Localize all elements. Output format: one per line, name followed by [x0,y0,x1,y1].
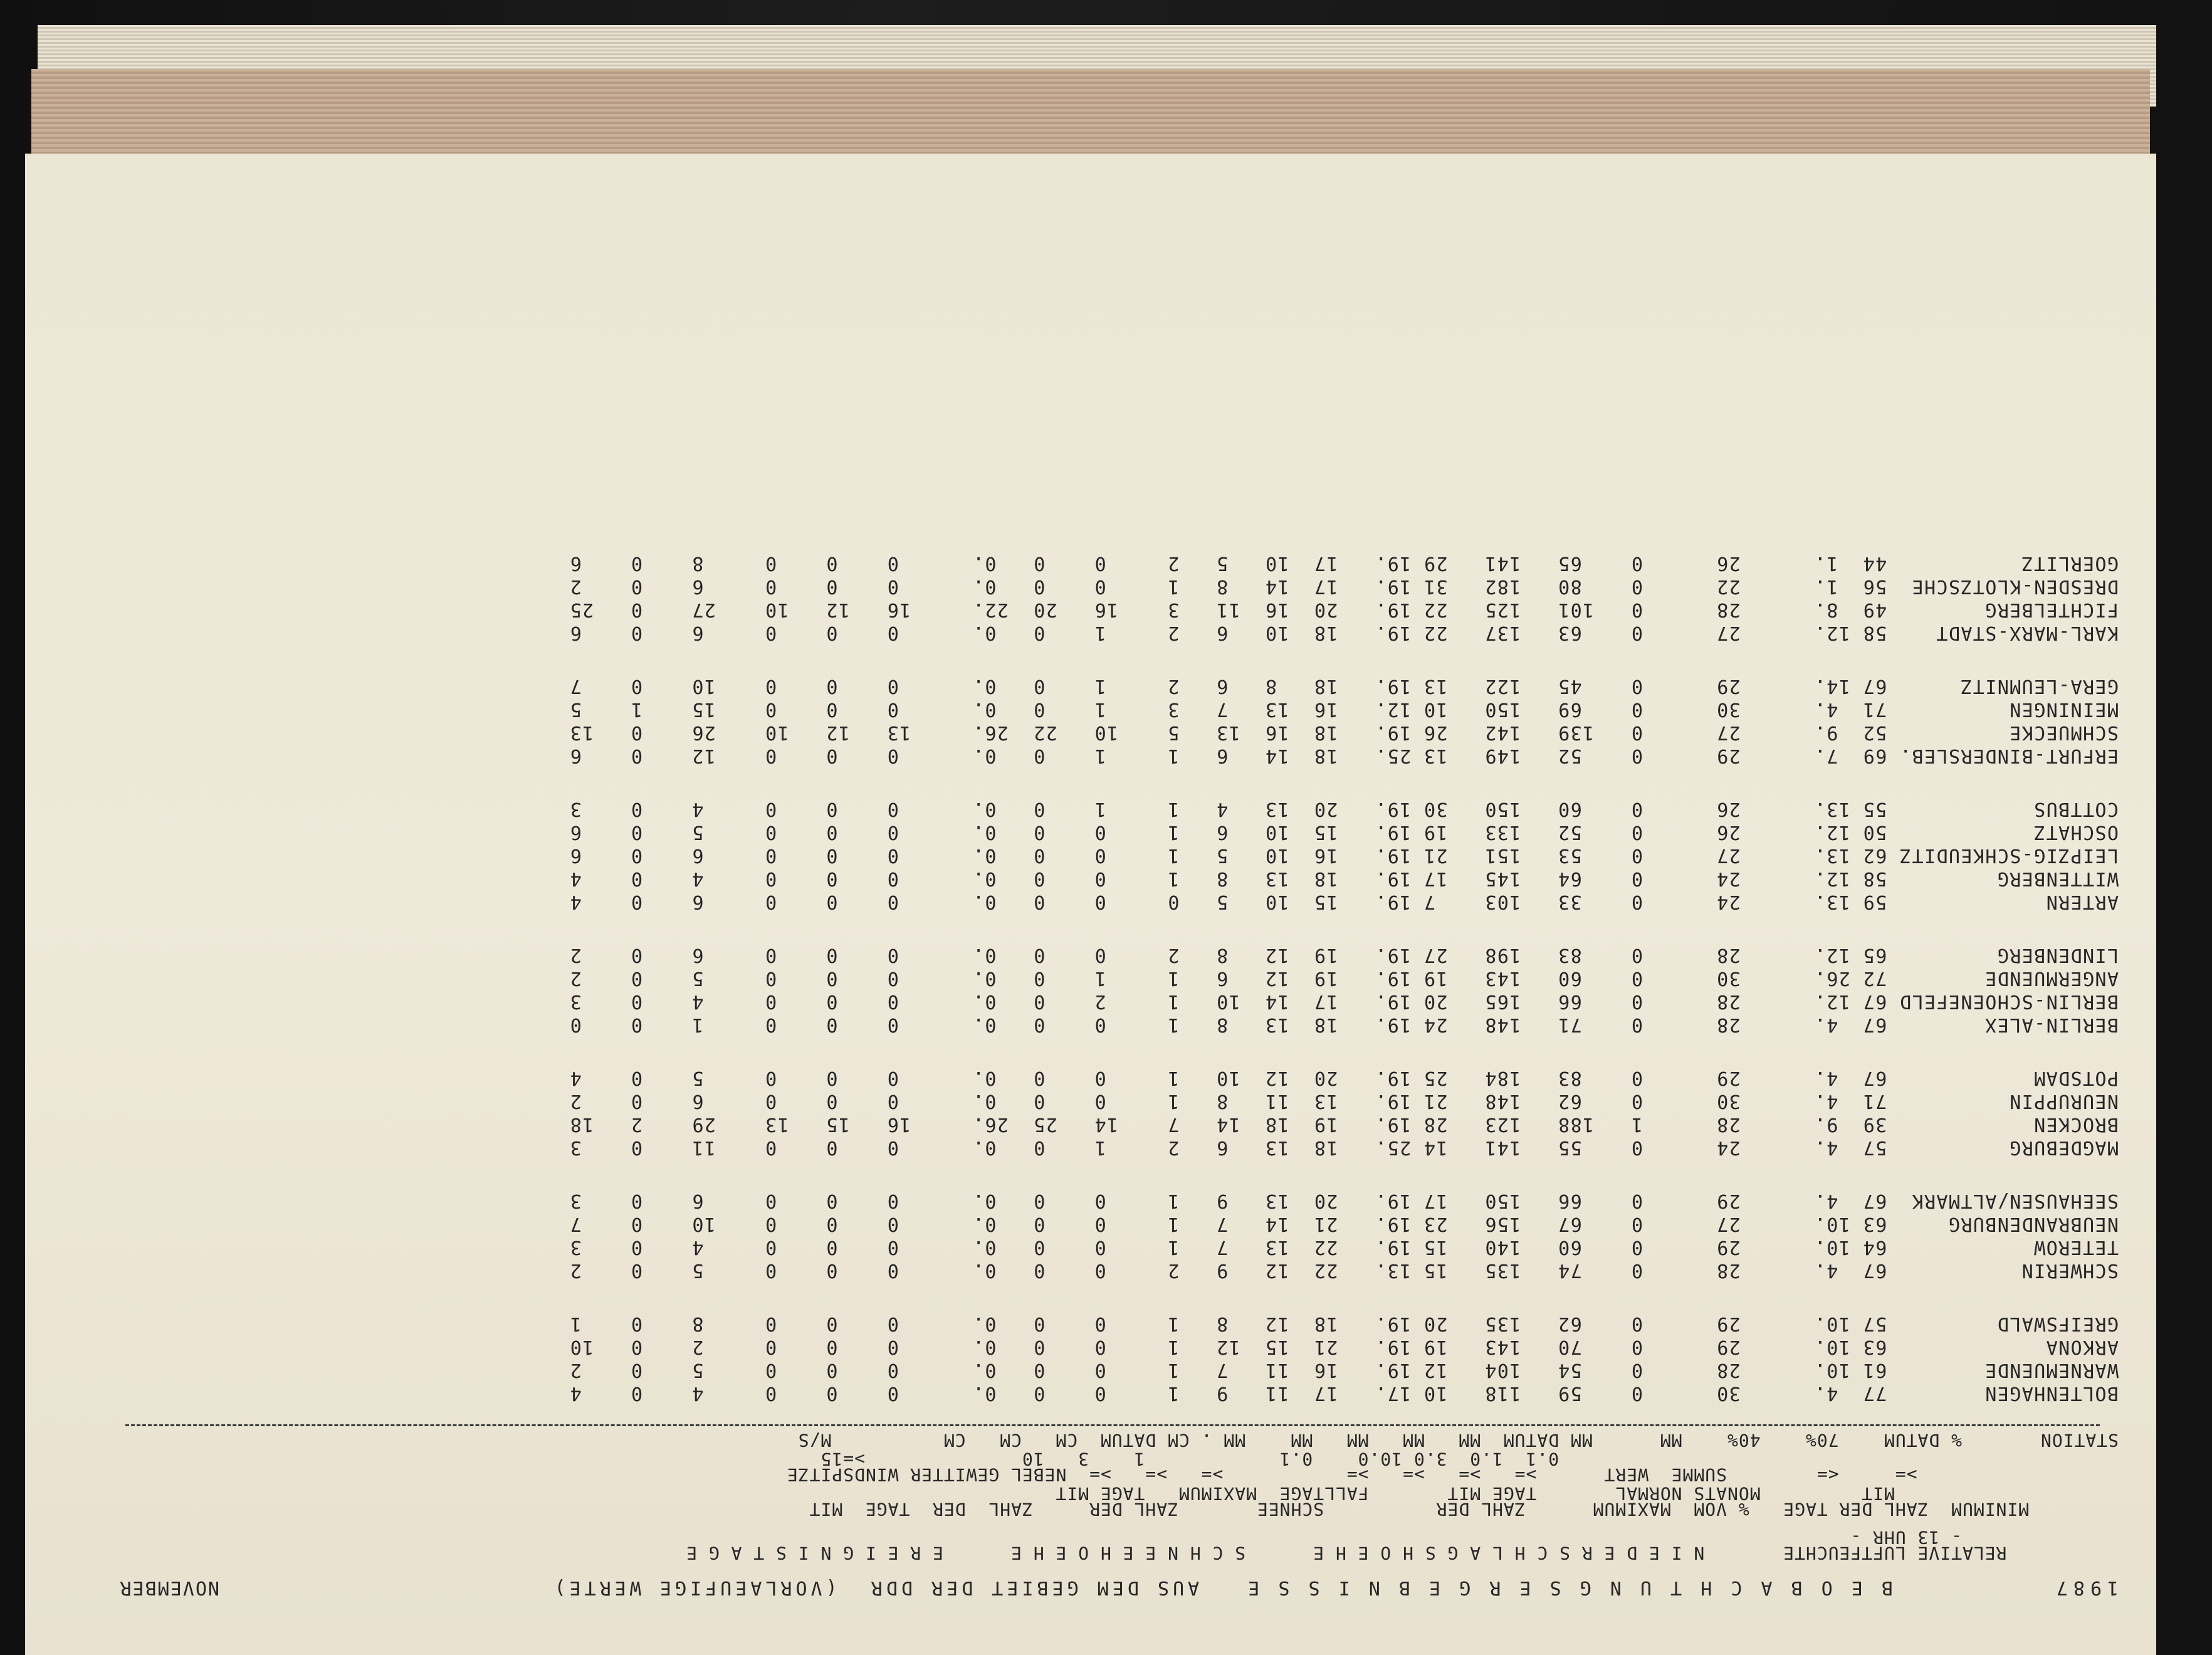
book-page [25,154,2156,1655]
table-row: GREIFSWALD 57 10. 29 0 62 135 20 19. 18 12 8 1 0 0 0. 0 0 0 8 0 1 [569,1313,2119,1335]
column-header-line: 0.1 1.0 3.0 10.0 0.1 1 3 10 >=15 [820,1449,2119,1469]
page-edge [31,69,2150,157]
table-row: POTSDAM 67 4. 29 0 83 184 25 19. 20 12 10 1 0 0 0. 0 0 0 5 0 4 [569,1067,2119,1089]
table-row: MAGDEBURG 57 4. 24 0 55 141 14 25. 18 13 6 2 1 0 0. 0 0 0 11 0 3 [569,1137,2119,1158]
table-row: BOLTENHAGEN 77 4. 30 0 59 118 10 17. 17 11 9 1 0 0 0. 0 0 0 4 0 4 [569,1382,2119,1404]
table-row: TETEROW 64 10. 29 0 60 140 15 19. 22 13 7 1 0 0 0. 0 0 0 4 0 3 [569,1236,2119,1258]
table-row: ARTERN 59 13. 24 0 33 103 7 19. 15 10 5 0 0 0 0. 0 0 0 6 0 4 [569,891,2119,913]
page-title: B E O B A C H T U N G S E R G E B N I S S E AUS DEM GEBIET DER DDR (VORLAEUFIGE WERTE) [550,1577,1893,1599]
table-row: BERLIN-SCHOENEFELD 67 12. 28 0 66 165 20 19. 17 14 10 1 2 0 0. 0 0 0 4 0 3 [569,990,2119,1012]
table-row: ANGERMUENDE 72 26. 30 0 60 143 19 19. 19 12 6 1 1 0 0. 0 0 0 5 0 2 [569,967,2119,989]
table-row: OSCHATZ 50 12. 26 0 52 133 19 19. 15 10 6 1 0 0 0. 0 0 0 5 0 6 [569,821,2119,843]
table-row: DRESDEN-KLOTZSCHE 56 1. 22 0 80 182 31 19. 17 14 8 1 0 0 0. 0 0 0 6 0 2 [569,575,2119,597]
table-row: LEIPZIG-SCHKEUDITZ 62 13. 27 0 53 151 21 19. 16 10 5 1 0 0 0. 0 0 0 6 0 6 [569,844,2119,866]
rotated-content [25,154,2156,1655]
table-row: KARL-MARX-STADT 58 12. 27 0 63 137 22 19. 18 10 6 2 1 0 0. 0 0 0 6 0 6 [569,622,2119,644]
header-rule [125,1424,2100,1426]
page-year: 1987 [2050,1577,2119,1599]
column-header-line: >= <= SUMME WERT >= >= >= >= >= >= >= NEBEL GEWITTER WINDSPITZE [786,1464,2119,1485]
page-month: NOVEMBER [118,1577,219,1599]
column-header-line: MINIMUM ZAHL DER TAGE % VOM MAXIMUM ZAHL DER SCHNEE ZAHL DER ZAHL DER TAGE MIT [809,1499,2119,1520]
table-row: BERLIN-ALEX 67 4. 28 0 71 148 24 19. 18 13 8 1 0 0 0. 0 0 0 1 0 0 [569,1014,2119,1036]
column-header-line: - 13 UHR - [1850,1527,2119,1548]
column-header-line: STATION % DATUM 70% 40% MM MM DATUM MM MM MM MM MM . CM DATUM CM CM CM M/S [797,1430,2119,1451]
table-row: SCHMUECKE 52 9. 27 0 139 142 26 19. 18 16 13 5 10 22 26. 13 12 10 26 0 13 [569,722,2119,743]
column-header-line: MIT MONATS NORMAL TAGE MIT FALLTAGE MAXIMUM TAGE MIT [1055,1483,2119,1504]
table-row: GERA-LEUMNITZ 67 14. 29 0 45 122 13 19. 18 8 6 2 1 0 0. 0 0 0 10 0 7 [569,675,2119,697]
table-row: FICHTELBERG 49 8. 28 0 101 125 22 19. 20 16 11 3 16 20 22. 16 12 10 27 0 25 [569,599,2119,621]
table-row: NEUBRANDENBURG 63 10. 27 0 67 156 23 19. 21 14 7 1 0 0 0. 0 0 0 10 0 7 [569,1213,2119,1235]
column-header-line: RELATIVE LUFTFEUCHTE N I E D E R S C H L A G S H O E H E S C H N E E H O E H E E R E I G N I S T A G E [686,1543,2119,1563]
table-row: SCHWERIN 67 4. 28 0 74 135 15 13. 22 12 9 2 0 0 0. 0 0 0 5 0 2 [569,1259,2119,1281]
table-row: LINDENBERG 65 12. 28 0 83 198 27 19. 19 12 8 2 0 0 0. 0 0 0 6 0 2 [569,944,2119,966]
table-row: MEININGEN 71 4. 30 0 69 150 10 12. 16 13 7 3 1 0 0. 0 0 0 15 1 5 [569,698,2119,720]
table-row: COTTBUS 55 13. 26 0 60 150 30 19. 20 13 4 1 1 0 0. 0 0 0 4 0 3 [569,798,2119,820]
table-row: ARKONA 63 10. 29 0 70 143 19 19. 21 15 12 1 0 0 0. 0 0 0 2 0 10 [569,1336,2119,1358]
table-row: GOERLITZ 44 1. 26 0 65 141 29 19. 17 10 5 2 0 0 0. 0 0 0 8 0 6 [569,552,2119,574]
table-row: ERFURT-BINDERSLEB. 69 7. 29 0 52 149 13 25. 18 14 6 1 1 0 0. 0 0 0 12 0 6 [569,745,2119,767]
table-row: SEEHAUSEN/ALTMARK 67 4. 29 0 66 150 17 19. 20 13 9 1 0 0 0. 0 0 0 6 0 3 [569,1190,2119,1212]
table-row: BROCKEN 39 9. 28 1 188 123 28 19. 19 18 14 7 14 25 26. 16 15 13 29 2 18 [569,1113,2119,1135]
table-row: NEURUPPIN 71 4. 30 0 62 148 21 19. 13 11 8 1 0 0 0. 0 0 0 6 0 2 [569,1090,2119,1112]
table-row: WARNEMUENDE 61 10. 28 0 54 104 12 19. 16 11 7 1 0 0 0. 0 0 0 5 0 2 [569,1359,2119,1381]
table-row: WITTENBERG 58 12. 24 0 64 145 17 19. 18 13 8 1 0 0 0. 0 0 0 4 0 4 [569,868,2119,890]
